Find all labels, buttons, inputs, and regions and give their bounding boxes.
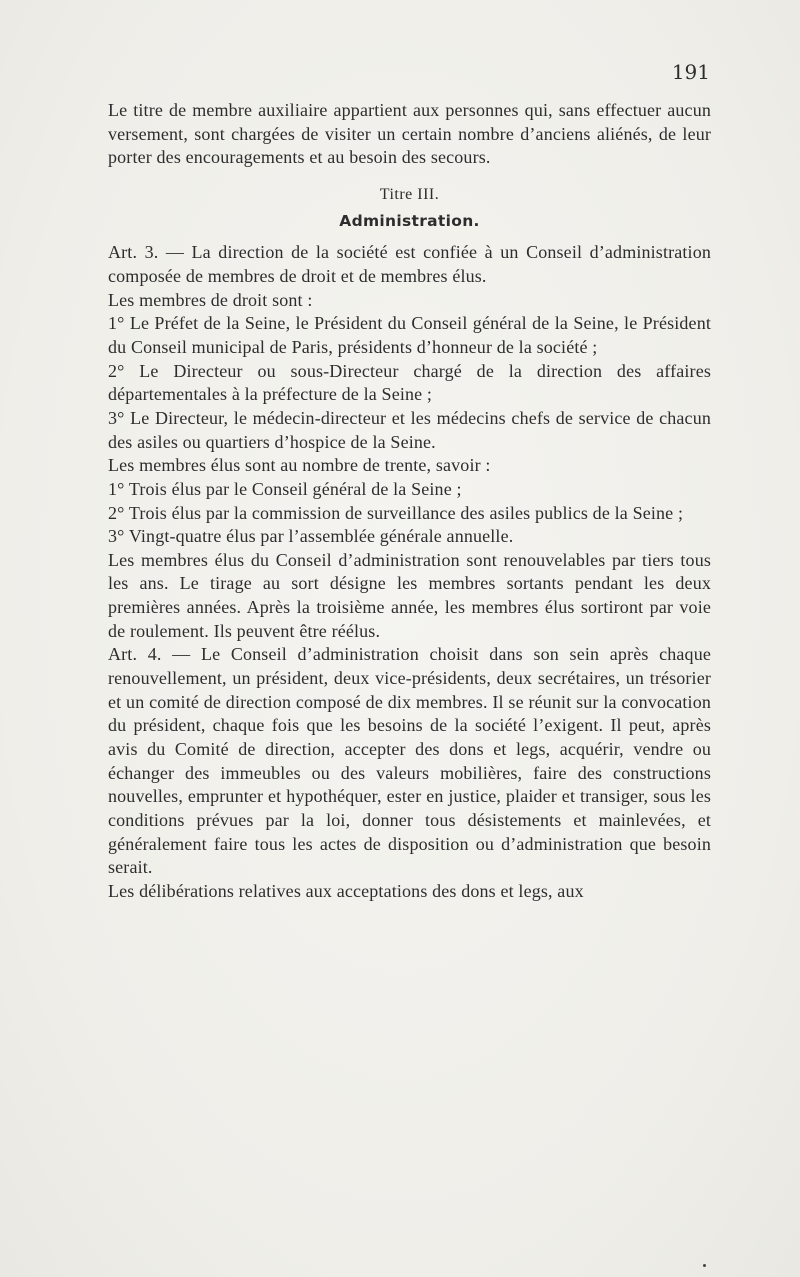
title-label: Titre III.: [379, 185, 440, 203]
list-item-droit-2: 2° Le Directeur ou sous-Directeur chargé de la direction des affaires départementales à la préfecture de la Seine ;: [108, 360, 711, 405]
paragraph-members-de-droit: Les membres de droit sont :: [108, 289, 313, 310]
paragraph-renewal: Les membres élus du Conseil d’administration sont renouvelables par tiers tous les ans. Le tirage au sort désigne les membres sortants pendant les deux premières années. Après la troisième année, les membres élus sortiront par voie de roulement. Ils peuvent être réélus.: [108, 549, 711, 641]
paragraph-auxiliary-members: [108, 99, 711, 170]
paragraph-deliberations: Les délibérations relatives aux acceptations des dons et legs, aux: [108, 881, 584, 901]
ink-speck: [703, 1264, 706, 1267]
list-item-droit-1: 1° Le Préfet de la Seine, le Président du Conseil général de la Seine, le Président du Conseil municipal de Paris, présidents d’honneur de la société ;: [108, 313, 711, 357]
paragraph-auxiliary-members-text: Le titre de membre auxiliaire appartient aux personnes qui, sans effectuer aucun versement, sont chargées de visiter un certain nombre d’anciens aliénés, de leur porter des encouragements et au besoin des secours.: [108, 100, 711, 168]
paragraph-members-elus: Les membres élus sont au nombre de trente, savoir :: [108, 455, 491, 476]
section-heading: Administration.: [339, 211, 480, 230]
list-item-elus-1: 1° Trois élus par le Conseil général de la Seine ;: [108, 478, 462, 499]
page-number: 191: [671, 60, 710, 84]
list-item-elus-2: 2° Trois élus par la commission de surveillance des asiles publics de la Seine ;: [108, 502, 684, 523]
list-item-elus-3: 3° Vingt-quatre élus par l’assemblée générale annuelle.: [108, 526, 514, 547]
body-text: [108, 99, 711, 904]
paragraph-art3: Art. 3. — La direction de la société est confiée à un Conseil d’administration composée de membres de droit et de membres élus.: [108, 242, 711, 286]
paragraph-art4: Art. 4. — Le Conseil d’administration choisit dans son sein après chaque renouvellement, un président, deux vice-présidents, deux secrétaires, un trésorier et un comité de direction composé de dix membres. Il se réunit sur la convocation du président, chaque fois que les besoins de la société l’exigent. Il peut, après avis du Comité de direction, accepter des dons et legs, acquérir, vendre ou échanger des immeubles ou des valeurs mobilières, faire des constructions nouvelles, emprunter et hypothéquer, ester en justice, plaider et transiger, sous les conditions prévues par la loi, donner tous désistements et mainlevées, et généralement faire tous les actes de disposition ou d’administration que besoin serait.: [108, 644, 711, 878]
list-item-droit-3: 3° Le Directeur, le médecin-directeur et les médecins chefs de service de chacun des asiles ou quartiers d’hospice de la Seine.: [108, 407, 711, 452]
